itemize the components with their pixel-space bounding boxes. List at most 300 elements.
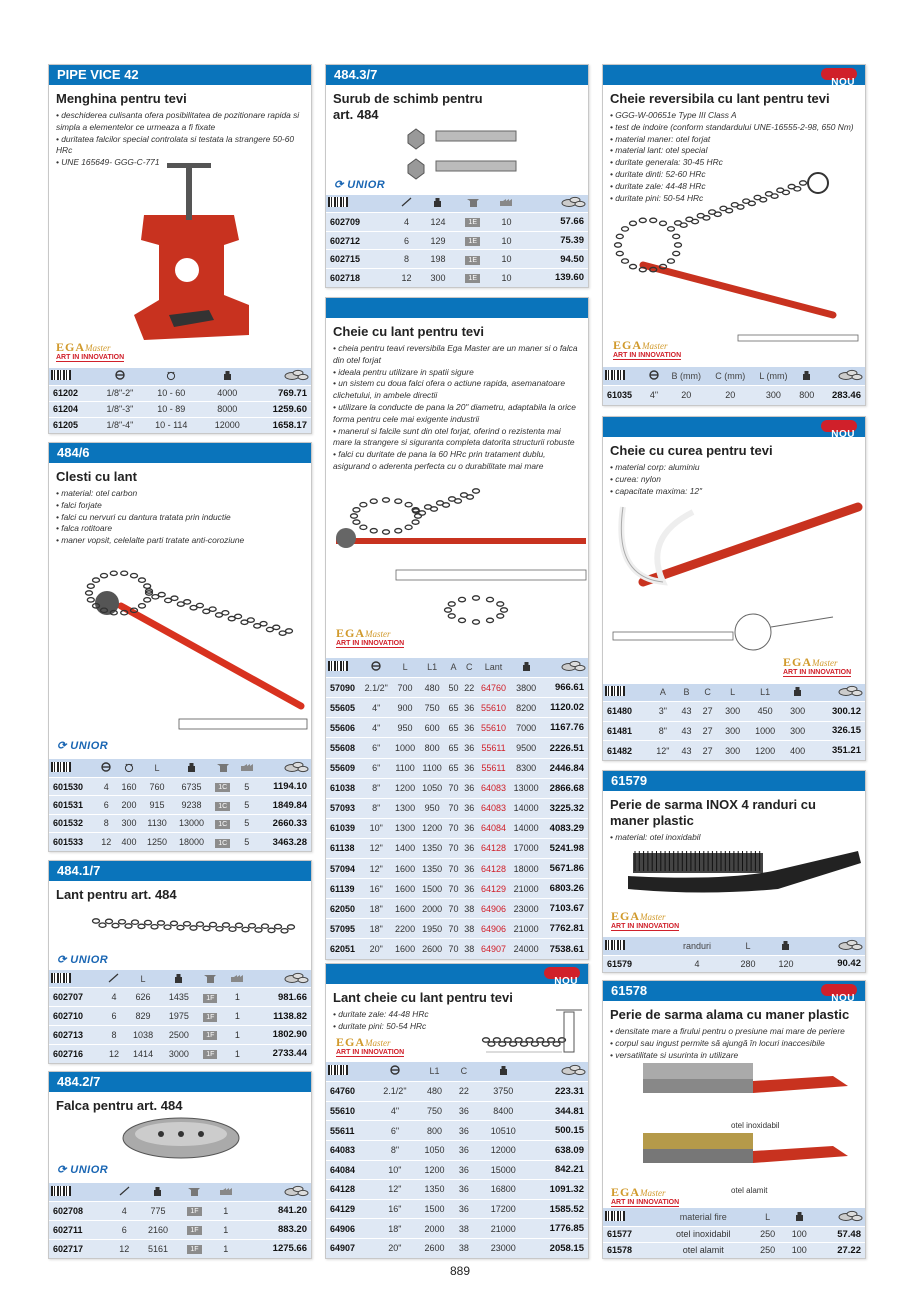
- table-cell: 120: [767, 955, 805, 972]
- table-cell: 12": [361, 859, 392, 879]
- price-coins-icon: [258, 759, 311, 777]
- table-header-row: [603, 367, 865, 385]
- table-cell: 10: [490, 231, 523, 250]
- table-cell: 5: [235, 777, 258, 795]
- pipe-diameter-icon: [361, 658, 392, 678]
- feature-list: [610, 832, 859, 844]
- table-cell: 1200: [392, 778, 419, 798]
- table-cell: 36: [461, 798, 477, 818]
- table-cell: 2000: [416, 1219, 453, 1239]
- price: 500.15: [526, 1121, 588, 1141]
- new-badge-label: NOU: [831, 429, 855, 440]
- table-cell: 38: [461, 919, 477, 939]
- table-cell: 15000: [481, 1160, 526, 1180]
- product-code: 64129: [326, 1199, 374, 1219]
- table-cell: 65: [446, 758, 462, 778]
- table-cell: 14000: [510, 818, 543, 838]
- table-row: [603, 1226, 865, 1242]
- table-row: [49, 1007, 311, 1026]
- packaging-badge: 1E: [465, 237, 480, 246]
- table-cell: 13000: [173, 814, 211, 832]
- price: 1849.84: [258, 796, 311, 814]
- packaging-cell: [179, 1239, 210, 1258]
- column-header: A: [650, 684, 676, 702]
- table-cell: 2160: [137, 1220, 179, 1239]
- table-cell: 70: [446, 919, 462, 939]
- packaging-cell: [210, 796, 235, 814]
- feature-item: • material maner: otel forjat: [610, 133, 711, 144]
- price-coins-icon: [812, 684, 865, 702]
- table-cell: 250: [752, 1242, 784, 1258]
- table-cell: 10: [490, 250, 523, 269]
- table-cell: 250: [752, 1226, 784, 1242]
- table-cell: 775: [137, 1201, 179, 1220]
- table-cell: 300: [420, 268, 455, 287]
- table-row: [49, 814, 311, 832]
- chain-ref-cell: 64128: [477, 859, 510, 879]
- product-code: 64906: [326, 1219, 374, 1239]
- price-coins-icon: [249, 368, 311, 385]
- table-row: [326, 1101, 588, 1121]
- section-code: 61578: [611, 983, 648, 998]
- size-icon: [111, 1183, 137, 1201]
- packaging-cell: [197, 1007, 224, 1026]
- column-header: randuri: [665, 937, 729, 955]
- table-cell: 36: [461, 879, 477, 899]
- table-cell: 18000: [173, 833, 211, 851]
- table-cell: 950: [419, 798, 446, 818]
- price: 1091.32: [526, 1180, 588, 1200]
- table-row: [49, 833, 311, 851]
- table-row: [49, 1220, 311, 1239]
- image-caption: otel inoxidabil: [731, 1121, 780, 1130]
- table-row: [326, 939, 588, 959]
- table-cell: 1300: [392, 818, 419, 838]
- feature-list: [610, 110, 859, 204]
- table-cell: 27: [697, 702, 718, 722]
- product-code: 64084: [326, 1160, 374, 1180]
- table-cell: 2000: [419, 899, 446, 919]
- table-row: [326, 718, 588, 738]
- table-row: [326, 778, 588, 798]
- table-cell: 43: [676, 741, 697, 761]
- table-cell: 36: [461, 698, 477, 718]
- column-header: C (mm): [708, 367, 752, 385]
- table-cell: 10: [490, 213, 523, 232]
- chain-ref-cell: 64906: [477, 919, 510, 939]
- table-cell: 3000: [161, 1044, 197, 1063]
- product-code: 601531: [49, 796, 96, 814]
- table-cell: 12": [374, 1180, 416, 1200]
- product-title: Cheie cu lant pentru tevi: [333, 324, 484, 339]
- table-cell: 2600: [416, 1238, 453, 1258]
- table-row: [49, 777, 311, 795]
- table-cell: 70: [446, 899, 462, 919]
- column-header: A: [446, 658, 462, 678]
- table-cell: 300: [117, 814, 142, 832]
- product-code: 55609: [326, 758, 361, 778]
- table-cell: 10 - 60: [144, 385, 199, 401]
- table-cell: 8": [374, 1140, 416, 1160]
- table-cell: 65: [446, 718, 462, 738]
- table-cell: 300: [783, 721, 812, 741]
- table-cell: 1: [224, 1044, 251, 1063]
- pack-icon: [490, 195, 523, 213]
- table-row: [49, 988, 311, 1007]
- table-cell: 65: [446, 698, 462, 718]
- feature-item: • duritate dinti: 52-60 HRc: [610, 168, 706, 179]
- weight-icon: [783, 684, 812, 702]
- table-cell: 2500: [161, 1025, 197, 1044]
- product-code: 602710: [49, 1007, 103, 1026]
- product-code: 602716: [49, 1044, 103, 1063]
- table-cell: 23000: [481, 1238, 526, 1258]
- price: 7103.67: [543, 899, 588, 919]
- table-cell: 400: [783, 741, 812, 761]
- table-cell: 1414: [125, 1044, 161, 1063]
- price: 351.21: [812, 741, 865, 761]
- column-header: L (mm): [752, 367, 794, 385]
- product-code: 602708: [49, 1201, 111, 1220]
- table-cell: otel alamit: [655, 1242, 752, 1258]
- product-section: [602, 416, 866, 761]
- table-cell: 300: [718, 702, 747, 722]
- table-cell: 1050: [416, 1140, 453, 1160]
- barcode-icon: [603, 367, 643, 385]
- product-section: [48, 1071, 312, 1259]
- column-header: C: [461, 658, 477, 678]
- table-cell: 5161: [137, 1239, 179, 1258]
- packaging-badge: 1C: [215, 802, 230, 811]
- box-icon: [197, 970, 224, 988]
- product-code: 57095: [326, 919, 361, 939]
- ega-master-logo: EGAMaster ART IN INNOVATION: [611, 909, 680, 930]
- feature-item: • duritatea falcilor special controlata si testata la strangere 50-60 HRc: [56, 133, 295, 156]
- table-cell: 21000: [510, 879, 543, 899]
- jaw-opening-icon: [144, 368, 199, 385]
- table-cell: 8000: [205, 401, 249, 417]
- product-table: [326, 195, 588, 287]
- product-code: 61035: [603, 385, 643, 405]
- feature-item: • duritate generala: 30-45 HRc: [610, 157, 723, 168]
- product-code: 61482: [603, 741, 650, 761]
- chain-ref-cell: 64907: [477, 939, 510, 959]
- table-cell: 800: [419, 738, 446, 758]
- table-cell: 700: [392, 678, 419, 698]
- image-caption: otel alamit: [731, 1186, 768, 1195]
- table-cell: 626: [125, 988, 161, 1007]
- table-row: [326, 231, 588, 250]
- table-row: [603, 955, 865, 972]
- barcode-icon: [603, 937, 665, 955]
- table-cell: 8: [96, 814, 117, 832]
- product-code: 61481: [603, 721, 650, 741]
- table-row: [326, 698, 588, 718]
- price: 90.42: [805, 955, 865, 972]
- product-table: [326, 658, 588, 959]
- product-section: [602, 770, 866, 973]
- product-code: 62050: [326, 899, 361, 919]
- table-cell: 1500: [419, 879, 446, 899]
- product-code: 57090: [326, 678, 361, 698]
- unior-logo: ⟳ UNIOR: [57, 740, 109, 752]
- price: 57.48: [815, 1226, 865, 1242]
- weight-icon: [794, 367, 819, 385]
- feature-item: • corpul sau ingust permite să ajungă în locuri inaccesibile: [610, 1037, 825, 1048]
- price: 2866.68: [543, 778, 588, 798]
- section-header: [49, 65, 311, 85]
- table-cell: 100: [783, 1226, 815, 1242]
- product-table: [603, 367, 865, 405]
- table-cell: 1000: [747, 721, 783, 741]
- product-code: 602711: [49, 1220, 111, 1239]
- barcode-icon: [603, 684, 650, 702]
- price: 75.39: [523, 231, 588, 250]
- feature-item: • falci cu nervuri cu dantura tratata prin inductie: [56, 511, 231, 522]
- table-cell: 36: [453, 1180, 475, 1200]
- packaging-badge: 1F: [203, 1031, 217, 1040]
- table-cell: 22: [461, 678, 477, 698]
- product-title: Surub de schimb pentru art. 484: [333, 91, 483, 122]
- product-table: [603, 684, 865, 761]
- table-cell: 1250: [141, 833, 172, 851]
- table-row: [603, 385, 865, 405]
- price: 94.50: [523, 250, 588, 269]
- table-cell: 36: [461, 758, 477, 778]
- product-title: Lant cheie cu lant pentru tevi: [333, 990, 513, 1005]
- table-cell: 1/8"-2": [96, 385, 143, 401]
- price: 7538.61: [543, 939, 588, 959]
- price: 1138.82: [251, 1007, 311, 1026]
- product-code: 61038: [326, 778, 361, 798]
- product-code: 64760: [326, 1082, 374, 1102]
- feature-item: • utilizare la conducte de pana la 20" diametru, adaptabila la orice forma pentru cele mai exigente industrii: [333, 401, 576, 424]
- product-code: 61139: [326, 879, 361, 899]
- table-cell: 22: [453, 1082, 475, 1102]
- product-section: [602, 64, 866, 406]
- table-cell: 6: [111, 1220, 137, 1239]
- product-title: Perie de sarma INOX 4 randuri cu maner plastic: [610, 797, 816, 828]
- table-cell: 38: [461, 899, 477, 919]
- feature-item: • test de indoire (conform standardului UNE-16555-2-98, 650 Nm): [610, 121, 854, 132]
- table-cell: 20: [664, 385, 708, 405]
- table-header-row: [49, 1183, 311, 1201]
- product-code: 602707: [49, 988, 103, 1007]
- section-header: [326, 964, 588, 987]
- table-cell: 900: [392, 698, 419, 718]
- table-cell: 4000: [205, 385, 249, 401]
- section-code: 484/6: [57, 445, 90, 460]
- table-cell: 36: [453, 1121, 475, 1141]
- packaging-badge: 1C: [215, 783, 230, 792]
- feature-item: • falci forjate: [56, 499, 102, 510]
- product-table: [326, 1062, 588, 1258]
- table-cell: 6: [96, 796, 117, 814]
- packaging-badge: 1C: [215, 839, 230, 848]
- feature-list: [56, 488, 305, 547]
- table-cell: 915: [141, 796, 172, 814]
- product-code: 57094: [326, 859, 361, 879]
- table-cell: 2200: [392, 919, 419, 939]
- table-row: [326, 1180, 588, 1200]
- packaging-cell: [210, 814, 235, 832]
- price: 842.21: [526, 1160, 588, 1180]
- ega-master-logo: EGAMaster ART IN INNOVATION: [336, 626, 405, 647]
- table-cell: 6735: [173, 777, 211, 795]
- product-code: 602713: [49, 1025, 103, 1044]
- price: 1167.76: [543, 718, 588, 738]
- table-row: [326, 1238, 588, 1258]
- product-title: Perie de sarma alama cu maner plastic: [610, 1007, 850, 1022]
- price: 2446.84: [543, 758, 588, 778]
- packaging-badge: 1F: [187, 1207, 201, 1216]
- table-cell: 12": [361, 838, 392, 858]
- table-cell: 20": [374, 1238, 416, 1258]
- table-cell: 70: [446, 859, 462, 879]
- feature-list: [333, 1009, 582, 1033]
- section-header: [603, 65, 865, 88]
- table-cell: 4": [361, 718, 392, 738]
- table-row: [326, 678, 588, 698]
- feature-item: • cheia pentru teavi reversibila Ega Master are un maner si o falca din otel forjat: [333, 343, 578, 365]
- table-row: [49, 401, 311, 417]
- new-badge-label: NOU: [554, 976, 578, 987]
- packaging-badge: 1E: [465, 218, 480, 227]
- table-cell: 1200: [747, 741, 783, 761]
- table-cell: 300: [783, 702, 812, 722]
- price-coins-icon: [815, 1208, 865, 1226]
- chain-ref-cell: 64084: [477, 818, 510, 838]
- price: 1275.66: [241, 1239, 311, 1258]
- unior-logo: ⟳ UNIOR: [334, 179, 386, 191]
- table-row: [49, 796, 311, 814]
- packaging-cell: [197, 988, 224, 1007]
- price: 966.61: [543, 678, 588, 698]
- packaging-badge: 1C: [215, 820, 230, 829]
- table-row: [326, 879, 588, 899]
- table-cell: 36: [453, 1160, 475, 1180]
- price-coins-icon: [543, 658, 588, 678]
- weight-icon: [420, 195, 455, 213]
- column-header: L: [752, 1208, 784, 1226]
- table-cell: 16": [361, 879, 392, 899]
- table-cell: 10: [490, 268, 523, 287]
- table-header-row: [49, 970, 311, 988]
- chain-ref-cell: 64128: [477, 838, 510, 858]
- table-row: [603, 741, 865, 761]
- table-cell: 8": [650, 721, 676, 741]
- price-coins-icon: [251, 970, 311, 988]
- table-cell: 4: [665, 955, 729, 972]
- barcode-icon: [49, 1183, 111, 1201]
- table-cell: 9238: [173, 796, 211, 814]
- ega-master-logo: EGAMaster ART IN INNOVATION: [613, 338, 682, 359]
- feature-item: • densitate mare a firului pentru o presiune mai mare de periere: [610, 1026, 845, 1036]
- section-header: [603, 981, 865, 1004]
- section-code: 484.2/7: [57, 1074, 101, 1089]
- product-code: 62051: [326, 939, 361, 959]
- table-cell: 1: [224, 1007, 251, 1026]
- section-code: 61579: [611, 773, 648, 788]
- table-cell: 70: [446, 818, 462, 838]
- table-cell: 9500: [510, 738, 543, 758]
- column-header: L1: [419, 658, 446, 678]
- feature-list: [333, 343, 582, 473]
- table-cell: 2600: [419, 939, 446, 959]
- feature-item: • duritate pini: 50-54 HRc: [610, 192, 704, 203]
- column-header: L: [125, 970, 161, 988]
- product-code: 55608: [326, 738, 361, 758]
- barcode-icon: [326, 1062, 374, 1082]
- barcode-icon: [603, 1208, 655, 1226]
- table-cell: 1200: [419, 818, 446, 838]
- page-number: 889: [450, 1264, 471, 1278]
- table-cell: 2.1/2": [361, 678, 392, 698]
- feature-item: • falci cu duritate de pana la 60 HRc prin tratament dublu, asigurand o aderenta perfecta cu o durabilitate mai mare: [333, 449, 546, 471]
- table-cell: 1038: [125, 1025, 161, 1044]
- ega-master-logo: EGAMaster ART IN INNOVATION: [56, 340, 125, 361]
- table-cell: 8400: [481, 1101, 526, 1121]
- price: 1194.10: [258, 777, 311, 795]
- table-cell: 12: [96, 833, 117, 851]
- section-header: [49, 443, 311, 463]
- product-code: 61138: [326, 838, 361, 858]
- price-coins-icon: [523, 195, 588, 213]
- product-code: 64083: [326, 1140, 374, 1160]
- product-section: [325, 64, 589, 288]
- product-section: [48, 442, 312, 852]
- price: 3225.32: [543, 798, 588, 818]
- packaging-badge: 1F: [187, 1245, 201, 1254]
- table-cell: 16": [374, 1199, 416, 1219]
- table-row: [49, 1201, 311, 1220]
- table-row: [603, 721, 865, 741]
- price: 1259.60: [249, 401, 311, 417]
- table-row: [326, 818, 588, 838]
- column-header: material fire: [655, 1208, 752, 1226]
- table-cell: 21000: [481, 1219, 526, 1239]
- price: 2058.15: [526, 1238, 588, 1258]
- price: 841.20: [241, 1201, 311, 1220]
- table-cell: 1: [210, 1220, 241, 1239]
- product-code: 602715: [326, 250, 393, 269]
- table-header-row: [326, 658, 588, 678]
- table-cell: 800: [794, 385, 819, 405]
- product-table: [49, 970, 311, 1063]
- table-cell: 1350: [416, 1180, 453, 1200]
- table-cell: 70: [446, 879, 462, 899]
- table-cell: 6: [103, 1007, 125, 1026]
- weight-icon: [510, 658, 543, 678]
- table-cell: 1400: [392, 838, 419, 858]
- table-row: [326, 213, 588, 232]
- product-table: [49, 368, 311, 433]
- table-cell: 43: [676, 721, 697, 741]
- table-row: [326, 798, 588, 818]
- ega-master-logo: EGAMaster ART IN INNOVATION: [783, 655, 852, 676]
- table-cell: 36: [461, 778, 477, 798]
- table-cell: 27: [697, 721, 718, 741]
- table-cell: 36: [453, 1101, 475, 1121]
- price: 1120.02: [543, 698, 588, 718]
- table-cell: 5: [235, 796, 258, 814]
- chain-ref-cell: 55611: [477, 738, 510, 758]
- table-cell: 160: [117, 777, 142, 795]
- table-cell: 1950: [419, 919, 446, 939]
- table-cell: 18000: [510, 859, 543, 879]
- table-cell: 8": [361, 778, 392, 798]
- product-code: 64907: [326, 1238, 374, 1258]
